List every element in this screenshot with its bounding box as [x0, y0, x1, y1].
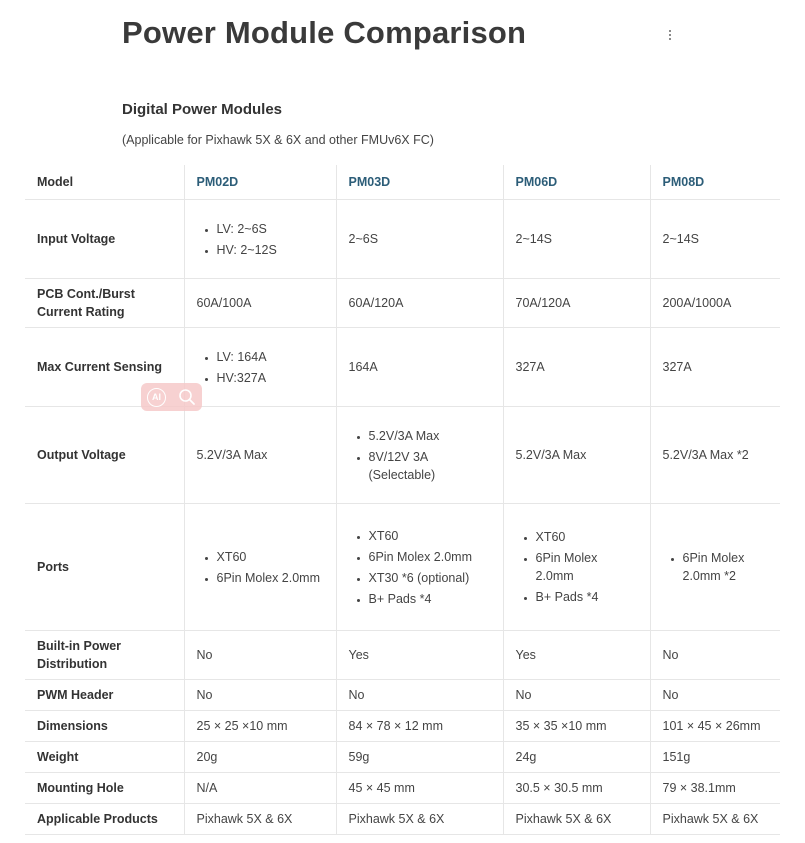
- table-cell: 60A/100A: [184, 279, 336, 328]
- cell-list: [197, 548, 324, 587]
- table-cell: 151g: [650, 742, 780, 773]
- table-cell: 79 × 38.1mm: [650, 773, 780, 804]
- table-cell: 164A: [336, 328, 503, 407]
- table-cell: 200A/1000A: [650, 279, 780, 328]
- list-item: • 6Pin Molex 2.0mm: [217, 569, 324, 587]
- list-item: • LV: 164A: [217, 348, 324, 366]
- table-row: [25, 631, 780, 680]
- table-cell: Yes: [503, 631, 650, 680]
- list-item: • XT60: [536, 528, 638, 546]
- table-cell: No: [184, 631, 336, 680]
- ai-icon[interactable]: AI: [147, 388, 166, 407]
- table-row: [25, 804, 780, 835]
- table-cell: 25 × 25 ×10 mm: [184, 711, 336, 742]
- row-label: Input Voltage: [25, 200, 184, 279]
- table-cell: [503, 504, 650, 631]
- table-row: [25, 742, 780, 773]
- more-vertical-icon[interactable]: [660, 24, 680, 46]
- table-cell: [184, 328, 336, 407]
- cell-list: [349, 527, 491, 608]
- table-row: [25, 407, 780, 504]
- row-label: Max Current Sensing: [25, 328, 184, 407]
- table-cell: [336, 504, 503, 631]
- table-cell: Yes: [336, 631, 503, 680]
- table-cell: [184, 504, 336, 631]
- list-item: • 6Pin Molex 2.0mm: [369, 548, 491, 566]
- cell-list: [663, 549, 769, 585]
- table-cell: No: [650, 680, 780, 711]
- search-icon[interactable]: [178, 388, 196, 406]
- table-row: [25, 711, 780, 742]
- table-body: [25, 200, 780, 835]
- table-row: [25, 680, 780, 711]
- table-row: [25, 328, 780, 407]
- comparison-table: [25, 165, 780, 835]
- row-label: Applicable Products: [25, 804, 184, 835]
- list-item: • B+ Pads *4: [369, 590, 491, 608]
- table-cell: Pixhawk 5X & 6X: [650, 804, 780, 835]
- list-item: • 8V/12V 3A (Selectable): [369, 448, 491, 484]
- cell-list: [516, 528, 638, 606]
- table-cell: 5.2V/3A Max: [184, 407, 336, 504]
- table-cell: 5.2V/3A Max *2: [650, 407, 780, 504]
- table-cell: Pixhawk 5X & 6X: [184, 804, 336, 835]
- table-cell: 35 × 35 ×10 mm: [503, 711, 650, 742]
- list-item: • 6Pin Molex 2.0mm: [536, 549, 638, 585]
- table-cell: No: [336, 680, 503, 711]
- header-pm03d: PM03D: [336, 165, 503, 200]
- table-cell: 60A/120A: [336, 279, 503, 328]
- header-pm08d: PM08D: [650, 165, 780, 200]
- section-title: Digital Power Modules: [122, 101, 283, 118]
- table-row: [25, 504, 780, 631]
- table-cell: N/A: [184, 773, 336, 804]
- table-cell: No: [503, 680, 650, 711]
- row-label: PCB Cont./Burst Current Rating: [25, 279, 184, 328]
- table-row: [25, 773, 780, 804]
- table-row: [25, 279, 780, 328]
- cell-list: [349, 427, 491, 484]
- header-pm02d: PM02D: [184, 165, 336, 200]
- table-cell: Pixhawk 5X & 6X: [336, 804, 503, 835]
- table-cell: 327A: [503, 328, 650, 407]
- table-cell: 59g: [336, 742, 503, 773]
- table-cell: [184, 200, 336, 279]
- table-cell: 20g: [184, 742, 336, 773]
- row-label: Ports: [25, 504, 184, 631]
- applicability-note: (Applicable for Pixhawk 5X & 6X and other FMUv6X FC): [122, 133, 434, 147]
- list-item: • HV:327A: [217, 369, 324, 387]
- list-item: • XT60: [217, 548, 324, 566]
- table-cell: 70A/120A: [503, 279, 650, 328]
- header-model: Model: [25, 165, 184, 200]
- row-label: Weight: [25, 742, 184, 773]
- table-cell: 2~6S: [336, 200, 503, 279]
- cell-list: [197, 220, 324, 259]
- table-cell: 24g: [503, 742, 650, 773]
- header-pm06d: PM06D: [503, 165, 650, 200]
- list-item: • XT30 *6 (optional): [369, 569, 491, 587]
- table-cell: Pixhawk 5X & 6X: [503, 804, 650, 835]
- table-cell: 45 × 45 mm: [336, 773, 503, 804]
- list-item: • LV: 2~6S: [217, 220, 324, 238]
- table-cell: [650, 504, 780, 631]
- list-item: • 6Pin Molex 2.0mm *2: [683, 549, 769, 585]
- list-item: • B+ Pads *4: [536, 588, 638, 606]
- list-item: • 5.2V/3A Max: [369, 427, 491, 445]
- cell-list: [197, 348, 324, 387]
- list-item: • XT60: [369, 527, 491, 545]
- page-title: Power Module Comparison: [122, 15, 527, 50]
- ai-assistant-widget[interactable]: [141, 383, 202, 411]
- table-cell: 30.5 × 30.5 mm: [503, 773, 650, 804]
- table-cell: 2~14S: [503, 200, 650, 279]
- row-label: Output Voltage: [25, 407, 184, 504]
- list-item: • HV: 2~12S: [217, 241, 324, 259]
- table-cell: [336, 407, 503, 504]
- row-label: Dimensions: [25, 711, 184, 742]
- row-label: Built-in Power Distribution: [25, 631, 184, 680]
- row-label: PWM Header: [25, 680, 184, 711]
- table-cell: 327A: [650, 328, 780, 407]
- row-label: Mounting Hole: [25, 773, 184, 804]
- header-row: [25, 165, 780, 200]
- table-row: [25, 200, 780, 279]
- table-cell: No: [184, 680, 336, 711]
- table-cell: 2~14S: [650, 200, 780, 279]
- table-cell: No: [650, 631, 780, 680]
- table-cell: 84 × 78 × 12 mm: [336, 711, 503, 742]
- table-cell: 5.2V/3A Max: [503, 407, 650, 504]
- table-cell: 101 × 45 × 26mm: [650, 711, 780, 742]
